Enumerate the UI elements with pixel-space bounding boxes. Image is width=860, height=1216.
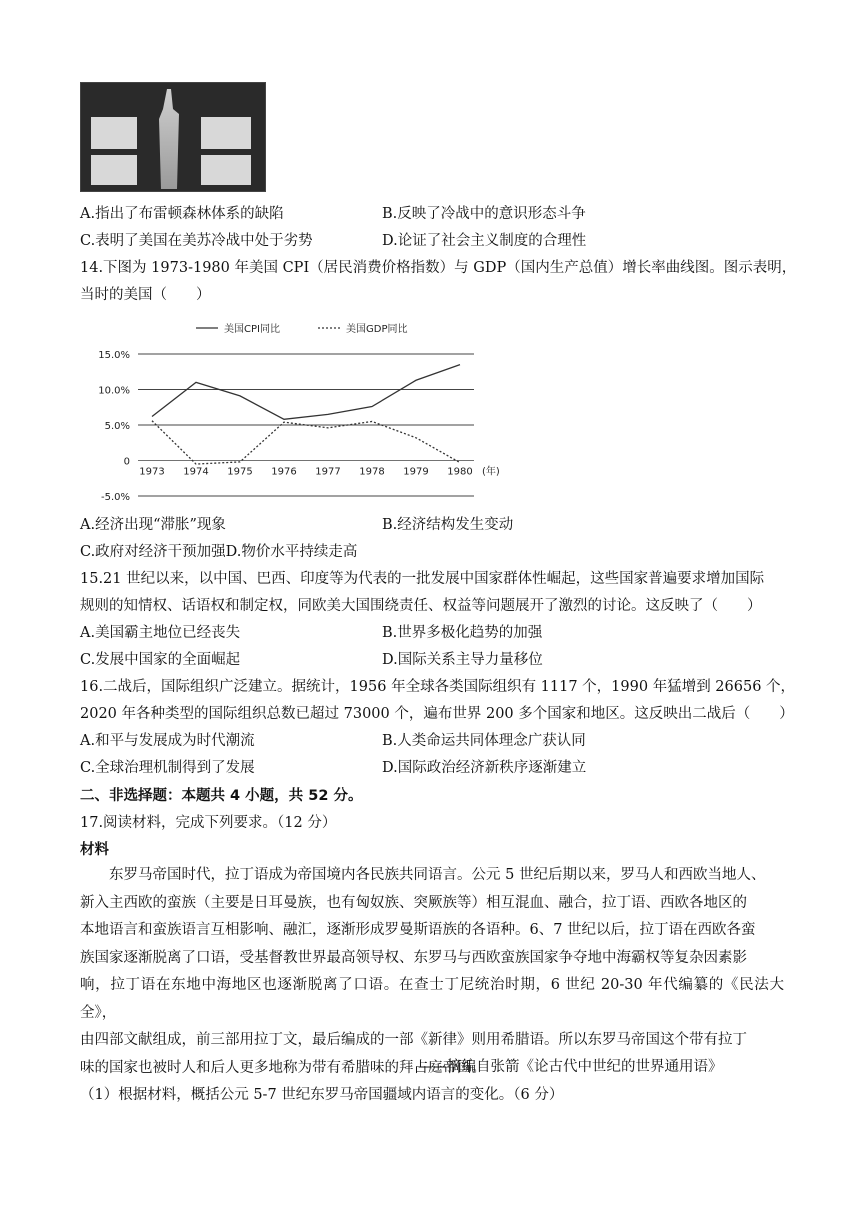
x-tick-label: 1980 [447,466,473,478]
material-text [80,862,784,1082]
material-label: 材料 [80,842,109,858]
y-tick-label: 10.0% [98,385,130,397]
q16-option-a: A.和平与发展成为时代潮流 [80,733,255,749]
gdp-series-line [152,421,460,464]
material-line: 本地语言和蛮族语言互相影响、融汇，逐渐形成罗曼斯语族的各语种。6、7 世纪以后，拉丁语在西欧各蛮 [80,922,756,938]
q14-stem-2: 当时的美国（ ） [80,287,211,303]
q13-option-d: D.论证了社会主义制度的合理性 [382,233,587,249]
q15-option-d: D.国际关系主导力量移位 [382,652,543,668]
x-axis-unit: (年) [482,466,500,478]
material-line: 新入主西欧的蛮族（主要是日耳曼族，也有匈奴族、突厥族等）相互混血、融合，拉丁语、西欧各地区的 [80,894,747,911]
x-tick-label: 1979 [403,466,429,478]
y-tick-label: -5.0% [100,492,130,503]
q15-stem-2: 规则的知情权、话语权和制定权，同欧美大国围绕责任、权益等问题展开了激烈的讨论。这反映了（ ） [80,598,762,614]
material-line: 族国家逐渐脱离了口语，受基督教世界最高领导权、东罗马与西欧蛮族国家争夺地中海霸权等复杂因素影 [80,949,747,966]
material-line: 东罗马帝国时代，拉丁语成为帝国境内各民族共同语言。公元 5 世纪后期以来，罗马人和西欧当地人、 [80,867,766,883]
cpi-series-line [152,365,460,420]
section-heading: 二、非选择题：本题共 4 小题，共 52 分。 [80,788,363,804]
x-tick-label: 1978 [359,466,385,478]
q15-stem: 15.21 世纪以来，以中国、巴西、印度等为代表的一批发展中国家群体性崛起，这些国家普遍要求增加国际 [80,571,765,587]
legend-cpi: 美国CPI同比 [224,324,280,335]
cartoon-image [80,82,266,192]
q16-stem-2: 2020 年各种类型的国际组织总数已超过 73000 个，遍布世界 200 多个国家和地区。这反映出二战后（ ） [80,706,794,722]
chart-legend [196,322,407,335]
q13-option-b: B.反映了冷战中的意识形态斗争 [382,206,586,222]
x-tick-label: 1976 [271,466,297,478]
y-tick-label: 0 [123,456,130,468]
q15-option-c: C.发展中国家的全面崛起 [80,652,241,668]
cpi-gdp-line-chart [86,318,500,508]
q13-option-c: C.表明了美国在美苏冷战中处于劣势 [80,233,313,249]
q16-stem: 16.二战后，国际组织广泛建立。据统计，1956 年全球各类国际组织有 1117 个，1990 年猛增到 26656 个， [80,679,796,695]
x-tick-label: 1975 [227,466,253,478]
q15-option-b: B.世界多极化趋势的加强 [382,625,543,641]
legend-gdp: 美国GDP同比 [346,324,408,335]
y-tick-label: 15.0% [98,350,130,361]
x-tick-label: 1973 [139,466,165,478]
material-line: 响，拉丁语在东地中海地区也逐渐脱离了口语。在查士丁尼统治时期，6 世纪 20-30 年代编纂的《民法大全》， [80,977,784,1021]
q16-option-d: D.国际政治经济新秩序逐渐建立 [382,760,587,776]
q15-option-a: A.美国霸主地位已经丧失 [80,625,241,641]
q17-subquestion-1: （1）根据材料，概括公元 5-7 世纪东罗马帝国疆域内语言的变化。（6 分） [80,1087,564,1103]
x-tick-label: 1977 [315,466,341,478]
q13-option-a: A.指出了布雷顿森林体系的缺陷 [80,206,284,222]
q14-option-a: A.经济出现“滞胀”现象 [80,517,226,533]
q14-option-cd: C.政府对经济干预加强D.物价水平持续走高 [80,544,358,560]
y-tick-label: 5.0% [104,421,130,432]
q16-option-b: B.人类命运共同体理念广获认同 [382,733,586,749]
material-line: 味的国家也被时人和后人更多地称为带有希腊味的拜占庭帝国。 [80,1059,486,1076]
material-source: ——摘编自张箭《论古代中世纪的世界通用语》 [418,1059,723,1075]
material-line: 由四部文献组成，前三部用拉丁文，最后编成的一部《新律》则用希腊语。所以东罗马帝国这个带有拉丁 [80,1032,747,1048]
q17-stem: 17.阅读材料，完成下列要求。（12 分） [80,815,337,831]
q16-option-c: C.全球治理机制得到了发展 [80,760,255,776]
q14-option-b: B.经济结构发生变动 [382,517,514,533]
x-tick-label: 1974 [183,466,209,478]
q14-stem: 14.下图为 1973-1980 年美国 CPI（居民消费价格指数）与 GDP（国内生产总值）增长率曲线图。图示表明， [80,260,797,276]
